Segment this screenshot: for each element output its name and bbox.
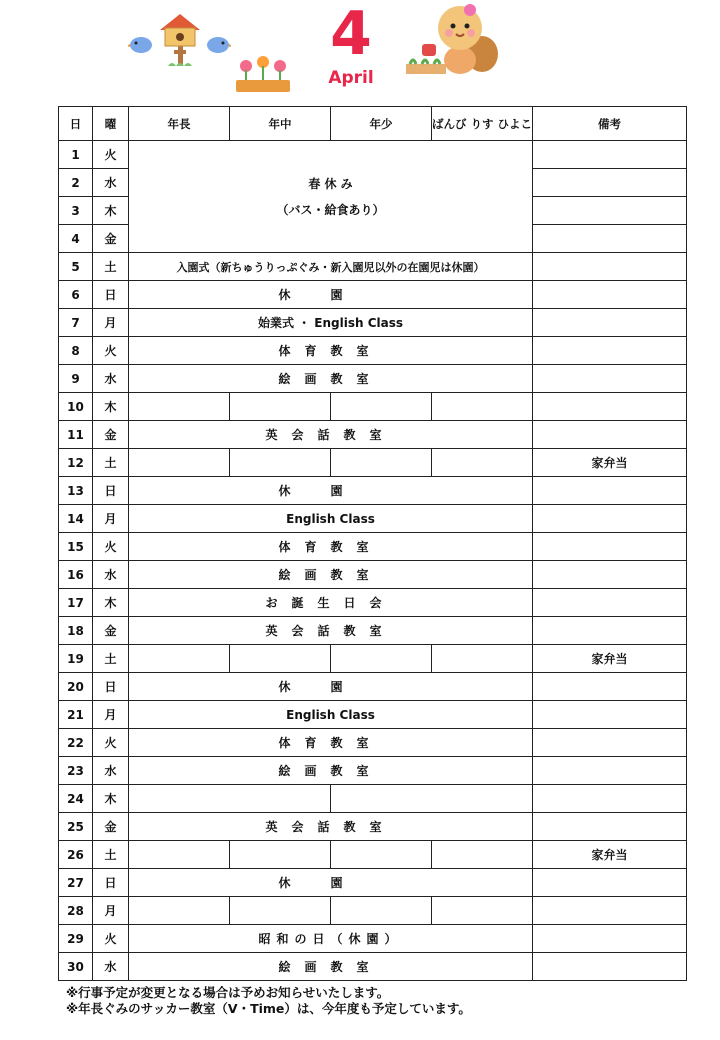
spring-break-subtitle: （バス・給食あり） <box>276 202 385 217</box>
note-cell <box>533 785 687 813</box>
day-of-week: 月 <box>93 897 129 925</box>
note-cell <box>533 281 687 309</box>
day-number: 6 <box>59 281 93 309</box>
day-number: 7 <box>59 309 93 337</box>
event-cell: お誕生日会 <box>129 589 533 617</box>
note-cell <box>533 505 687 533</box>
day-of-week: 火 <box>93 925 129 953</box>
table-row <box>59 309 687 337</box>
table-header-row <box>59 107 687 141</box>
table-row <box>59 869 687 897</box>
event-cell: 休園 <box>129 869 533 897</box>
day-number: 26 <box>59 841 93 869</box>
table-row <box>59 561 687 589</box>
day-of-week: 木 <box>93 393 129 421</box>
empty-cell <box>129 785 331 813</box>
note-cell <box>533 337 687 365</box>
day-of-week: 月 <box>93 701 129 729</box>
day-number: 25 <box>59 813 93 841</box>
day-of-week: 水 <box>93 365 129 393</box>
day-of-week: 金 <box>93 421 129 449</box>
note-cell <box>533 953 687 981</box>
event-cell: 絵画教室 <box>129 365 533 393</box>
calendar-header <box>0 0 720 100</box>
note-cell <box>533 897 687 925</box>
spring-break-cell <box>129 141 533 253</box>
header-nensho: 年少 <box>331 107 432 141</box>
empty-cell <box>331 841 432 869</box>
note-cell <box>533 561 687 589</box>
month-name: April <box>328 68 374 88</box>
empty-cell <box>129 393 230 421</box>
day-number: 14 <box>59 505 93 533</box>
day-number: 16 <box>59 561 93 589</box>
day-of-week: 日 <box>93 869 129 897</box>
header-nencho: 年長 <box>129 107 230 141</box>
day-number: 13 <box>59 477 93 505</box>
note-cell <box>533 673 687 701</box>
day-of-week: 火 <box>93 533 129 561</box>
note-cell <box>533 701 687 729</box>
header-notes: 備考 <box>533 107 687 141</box>
day-number: 18 <box>59 617 93 645</box>
day-of-week: 土 <box>93 645 129 673</box>
note-cell <box>533 729 687 757</box>
day-of-week: 火 <box>93 141 129 169</box>
day-number: 23 <box>59 757 93 785</box>
empty-cell <box>230 897 331 925</box>
event-cell: 体育教室 <box>129 337 533 365</box>
note-cell <box>533 197 687 225</box>
note-cell <box>533 757 687 785</box>
note-cell <box>533 813 687 841</box>
empty-cell <box>331 449 432 477</box>
day-number: 24 <box>59 785 93 813</box>
table-row <box>59 505 687 533</box>
note-cell <box>533 421 687 449</box>
header-dow: 曜 <box>93 107 129 141</box>
day-of-week: 水 <box>93 561 129 589</box>
event-cell: 体育教室 <box>129 533 533 561</box>
table-row <box>59 281 687 309</box>
empty-cell <box>432 841 533 869</box>
empty-cell <box>331 645 432 673</box>
event-cell: 始業式 ・ English Class <box>129 309 533 337</box>
day-number: 29 <box>59 925 93 953</box>
day-number: 15 <box>59 533 93 561</box>
note-cell <box>533 925 687 953</box>
empty-cell <box>230 645 331 673</box>
table-row <box>59 785 687 813</box>
day-of-week: 木 <box>93 785 129 813</box>
day-number: 5 <box>59 253 93 281</box>
day-number: 11 <box>59 421 93 449</box>
table-row <box>59 477 687 505</box>
event-cell: 英会話教室 <box>129 421 533 449</box>
note-cell <box>533 589 687 617</box>
day-number: 21 <box>59 701 93 729</box>
empty-cell <box>432 393 533 421</box>
footnote: ※行事予定が変更となる場合は予めお知らせいたします。 <box>66 985 390 1000</box>
event-cell: 休園 <box>129 281 533 309</box>
table-row <box>59 421 687 449</box>
table-row <box>59 897 687 925</box>
event-cell: 絵画教室 <box>129 953 533 981</box>
day-of-week: 水 <box>93 169 129 197</box>
day-of-week: 土 <box>93 253 129 281</box>
note-cell <box>533 477 687 505</box>
table-row <box>59 953 687 981</box>
monthly-calendar-table <box>58 106 687 981</box>
event-cell: English Class <box>129 701 533 729</box>
empty-cell <box>331 897 432 925</box>
empty-cell <box>129 897 230 925</box>
day-of-week: 水 <box>93 757 129 785</box>
day-of-week: 日 <box>93 673 129 701</box>
event-cell: 休園 <box>129 477 533 505</box>
table-row <box>59 729 687 757</box>
table-row <box>59 925 687 953</box>
note-cell: 家弁当 <box>533 449 687 477</box>
header-nenchu: 年中 <box>230 107 331 141</box>
note-cell <box>533 869 687 897</box>
empty-cell <box>129 841 230 869</box>
day-number: 2 <box>59 169 93 197</box>
day-number: 8 <box>59 337 93 365</box>
day-number: 12 <box>59 449 93 477</box>
note-cell <box>533 141 687 169</box>
empty-cell <box>129 645 230 673</box>
event-cell: 絵画教室 <box>129 561 533 589</box>
table-row <box>59 701 687 729</box>
day-number: 30 <box>59 953 93 981</box>
day-number: 20 <box>59 673 93 701</box>
bird-icon <box>205 34 231 54</box>
day-number: 17 <box>59 589 93 617</box>
table-row <box>59 393 687 421</box>
empty-cell <box>331 393 432 421</box>
header-younger-classes: ばんび りす ひよこ <box>432 107 533 141</box>
event-cell: 休園 <box>129 673 533 701</box>
note-cell <box>533 617 687 645</box>
note-cell: 家弁当 <box>533 841 687 869</box>
day-of-week: 月 <box>93 309 129 337</box>
day-of-week: 水 <box>93 953 129 981</box>
note-cell <box>533 169 687 197</box>
day-of-week: 火 <box>93 337 129 365</box>
day-of-week: 日 <box>93 281 129 309</box>
event-cell: 昭和の日（休園） <box>129 925 533 953</box>
note-cell <box>533 393 687 421</box>
header-day: 日 <box>59 107 93 141</box>
day-of-week: 金 <box>93 617 129 645</box>
day-number: 19 <box>59 645 93 673</box>
empty-cell <box>432 645 533 673</box>
event-cell: 英会話教室 <box>129 813 533 841</box>
day-number: 1 <box>59 141 93 169</box>
day-of-week: 土 <box>93 449 129 477</box>
table-row <box>59 841 687 869</box>
table-row <box>59 617 687 645</box>
table-row <box>59 645 687 673</box>
event-cell: 体育教室 <box>129 729 533 757</box>
note-cell: 家弁当 <box>533 645 687 673</box>
bird-icon <box>128 34 154 54</box>
empty-cell <box>432 897 533 925</box>
day-number: 9 <box>59 365 93 393</box>
day-of-week: 金 <box>93 225 129 253</box>
day-of-week: 木 <box>93 197 129 225</box>
event-cell: 入園式（新ちゅうりっぷぐみ・新入園児以外の在園児は休園） <box>129 253 533 281</box>
table-row <box>59 757 687 785</box>
table-row <box>59 449 687 477</box>
table-row <box>59 141 687 169</box>
flower-pot-icon <box>232 52 294 96</box>
table-row <box>59 365 687 393</box>
event-cell: 英会話教室 <box>129 617 533 645</box>
note-cell <box>533 365 687 393</box>
day-of-week: 金 <box>93 813 129 841</box>
note-cell <box>533 309 687 337</box>
table-row <box>59 253 687 281</box>
table-row <box>59 813 687 841</box>
note-cell <box>533 225 687 253</box>
empty-cell <box>331 785 533 813</box>
day-number: 10 <box>59 393 93 421</box>
event-cell: 絵画教室 <box>129 757 533 785</box>
day-number: 22 <box>59 729 93 757</box>
month-number: 4 <box>330 0 372 69</box>
day-number: 3 <box>59 197 93 225</box>
day-of-week: 木 <box>93 589 129 617</box>
empty-cell <box>230 449 331 477</box>
day-number: 27 <box>59 869 93 897</box>
table-row <box>59 533 687 561</box>
spring-break-title: 春 休 み <box>308 176 353 191</box>
footnotes <box>66 985 706 1017</box>
day-of-week: 土 <box>93 841 129 869</box>
empty-cell <box>129 449 230 477</box>
event-cell: English Class <box>129 505 533 533</box>
empty-cell <box>230 393 331 421</box>
day-number: 4 <box>59 225 93 253</box>
note-cell <box>533 533 687 561</box>
squirrel-icon <box>402 2 502 78</box>
day-number: 28 <box>59 897 93 925</box>
empty-cell <box>432 449 533 477</box>
table-row <box>59 673 687 701</box>
empty-cell <box>230 841 331 869</box>
day-of-week: 日 <box>93 477 129 505</box>
day-of-week: 月 <box>93 505 129 533</box>
note-cell <box>533 253 687 281</box>
footnote: ※年長ぐみのサッカー教室（V・Time）は、今年度も予定しています。 <box>66 1001 471 1016</box>
table-row <box>59 337 687 365</box>
day-of-week: 火 <box>93 729 129 757</box>
table-row <box>59 589 687 617</box>
